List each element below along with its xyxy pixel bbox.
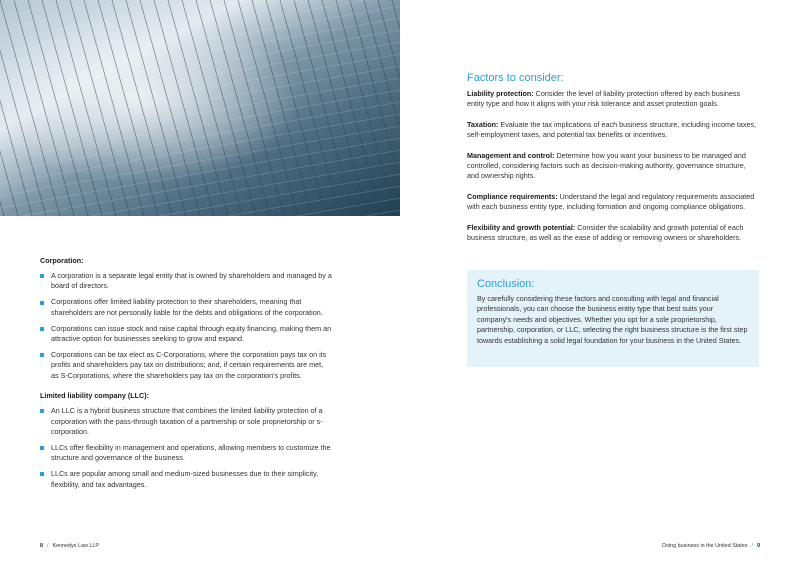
bullet-icon xyxy=(40,472,44,476)
factor-label: Compliance requirements: xyxy=(467,191,558,201)
bullet-icon xyxy=(40,301,44,305)
factor-label: Liability protection: xyxy=(467,89,534,98)
factor-paragraph xyxy=(467,89,759,110)
page-number-right: 9 xyxy=(757,543,760,549)
bullet-icon xyxy=(40,327,44,331)
footer-left xyxy=(40,543,99,549)
list-item-text: Corporations offer limited liability protection to their shareholders, meaning that shareholders are not personally liable for the debts and obligations of the corporation. xyxy=(51,297,323,317)
page-number-left: 8 xyxy=(40,543,43,549)
bullet-icon xyxy=(40,274,44,278)
factor-paragraph xyxy=(467,223,759,244)
conclusion-text: By carefully considering these factors and consulting with legal and financial professionals, you can choose the business entity type that best suits your company's needs and objectives. Whether you opt for a sole proprietorship, partnership, corporation, or LLC, selecting the right business structure is the first step towards establishing a solid legal foundation for your business in the United States. xyxy=(477,294,748,345)
factor-label: Flexibility and growth potential: xyxy=(467,222,576,232)
corporation-heading: Corporation: xyxy=(40,256,84,265)
factor-text: Consider the level of liability protection offered by each business entity type and how it aligns with your risk tolerance and asset protection goals. xyxy=(467,89,741,109)
list-item-text: An LLC is a hybrid business structure that combines the limited liability protection of a corporation with the pass-through taxation of a partnership or sole proprietorship or s-corporation. xyxy=(51,406,323,436)
right-column xyxy=(467,72,759,253)
conclusion-title: Conclusion: xyxy=(477,278,535,290)
list-item-text: LLCs offer flexibility in management and operations, allowing members to customize the structure and governance of the business. xyxy=(51,442,331,463)
list-item xyxy=(40,271,332,292)
list-item xyxy=(40,297,332,318)
bullet-icon xyxy=(40,446,44,450)
list-item-text: Corporations can issue stock and raise capital through equity financing, making them an attractive option for businesses seeking to grow and expand. xyxy=(51,323,332,344)
footer-separator: / xyxy=(47,543,49,549)
factor-label: Taxation: xyxy=(467,119,499,129)
llc-list xyxy=(40,406,332,490)
bullet-icon xyxy=(40,353,44,357)
glass-facade-grid xyxy=(0,0,400,216)
factor-paragraph xyxy=(467,151,759,182)
factor-label: Management and control: xyxy=(467,150,555,160)
list-item xyxy=(40,443,332,464)
factor-text: Understand the legal and regulatory requirements associated with each business entity type, including formation and ongoing compliance obligations. xyxy=(467,191,755,212)
list-item xyxy=(40,350,332,381)
footer-firm-name: Kennedys Law LLP xyxy=(52,543,99,549)
list-item xyxy=(40,324,332,345)
conclusion-box xyxy=(467,270,759,367)
factor-text: Consider the scalability and growth potential of each business structure, as well as the ease of adding or removing owners or shareholders. xyxy=(467,222,744,243)
footer-publication-title: Doing business in the United States xyxy=(662,543,748,549)
list-item-text: Corporations can be tax elect as C-Corporations, where the corporation pays tax on its profits and shareholders pay tax on distributions; and, if certain requirements are met, as S-Corporations, where the shareholders pay tax on the corporation's profits. xyxy=(51,349,327,380)
glass-building-photo xyxy=(0,0,400,216)
bullet-icon xyxy=(40,409,44,413)
list-item-text: A corporation is a separate legal entity that is owned by shareholders and managed by a board of directors. xyxy=(51,271,332,291)
list-item-text: LLCs are popular among small and medium-sized businesses due to their simplicity, flexibility, and tax advantages. xyxy=(51,469,319,489)
corporation-list xyxy=(40,271,332,381)
list-item xyxy=(40,469,332,490)
factor-text: Determine how you want your business to be managed and controlled, considering factors such as decision-making authority, governance structure, and ownership rights. xyxy=(467,150,746,181)
factor-paragraph xyxy=(467,120,759,141)
factors-title: Factors to consider: xyxy=(467,72,564,84)
factor-paragraph xyxy=(467,192,759,213)
footer-right xyxy=(662,543,760,549)
footer-separator: / xyxy=(751,543,753,549)
llc-heading: Limited liability company (LLC): xyxy=(40,391,150,401)
factor-text: Evaluate the tax implications of each business structure, including income taxes, self-employment taxes, and potential tax benefits or incentives. xyxy=(467,119,757,140)
left-column xyxy=(40,256,332,500)
list-item xyxy=(40,406,332,437)
